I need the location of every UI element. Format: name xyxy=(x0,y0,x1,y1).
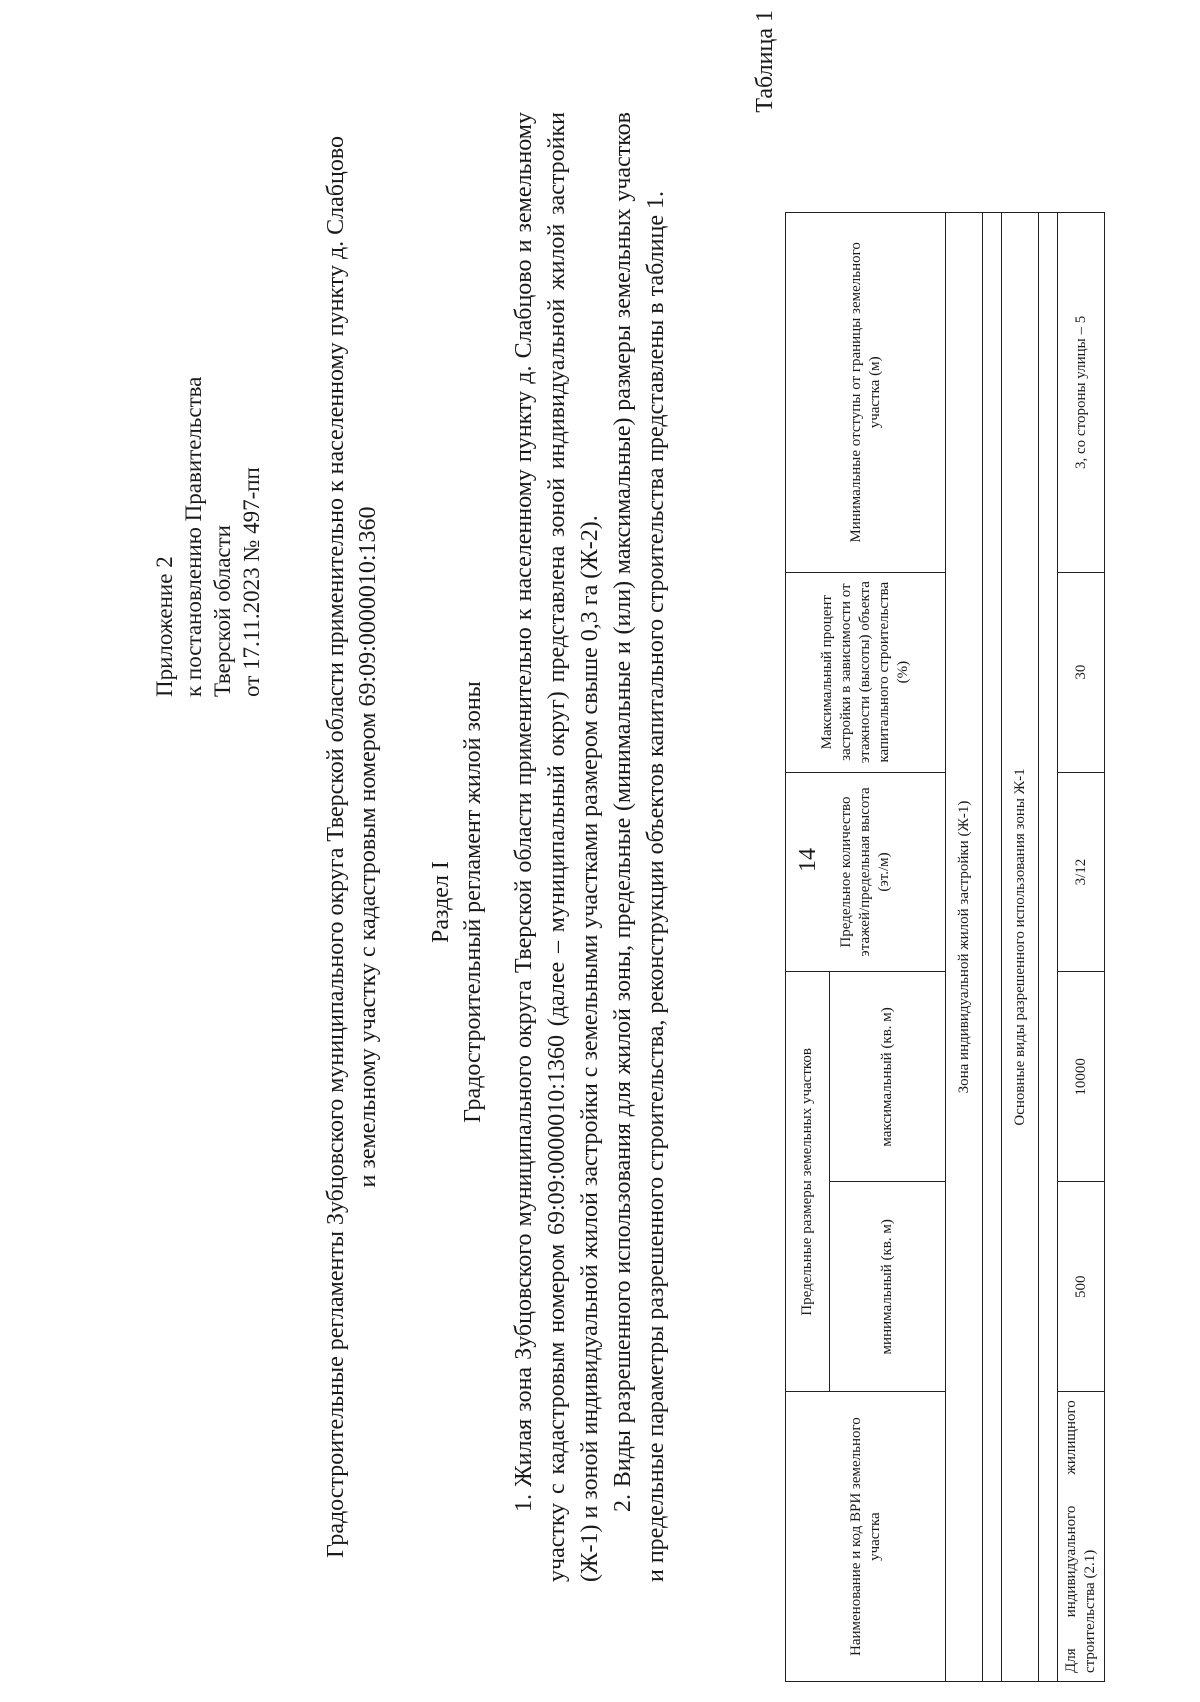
paragraph: 2. Виды разрешенного использования для жилой зоны, предельные (минимальные и (или) максимальные) размеры земельных участков и предельные параметры разрешенного строительства, реконструкции объектов капитального строительства представлены в таблице 1. xyxy=(610,112,669,1582)
appendix-line: Тверской области xyxy=(210,525,235,697)
table-caption: Таблица 1 xyxy=(752,10,778,113)
section-heading xyxy=(425,402,489,1402)
document-title: Градостроительные регламенты Зубцовского муниципального округа Тверской области применительно к населенному пункту д. Слабцово и земельному участку с кадастровым номером 69:09:0000010:1360 xyxy=(323,135,381,1559)
header-name: Наименование и код ВРИ земельного участка xyxy=(786,1392,946,1682)
appendix-line: к постановлению Правительства xyxy=(181,376,206,697)
blank-row-cell xyxy=(983,213,1002,1682)
section-label: Раздел I xyxy=(428,861,454,943)
row-setbacks: 3, со стороны улицы – 5 xyxy=(1058,213,1105,573)
header-max-coverage: Максимальный процент застройки в зависимости от этажности (высоты) объекта капитального строительства (%) xyxy=(786,572,946,772)
blank-row xyxy=(1039,213,1058,1682)
blank-row-cell xyxy=(1039,213,1058,1682)
header-floors: Предельное количество этажей/предельная высота (эт./м) xyxy=(786,772,946,972)
header-min-area: минимальный (кв. м) xyxy=(830,1182,946,1392)
blank-row xyxy=(983,213,1002,1682)
body-text xyxy=(508,112,673,1582)
header-max-area: максимальный (кв. м) xyxy=(830,972,946,1182)
category-row xyxy=(1002,213,1039,1682)
section-title: Градостроительный регламент жилой зоны xyxy=(460,681,486,1123)
category-row-label: Основные виды разрешенного использования зоны Ж-1 xyxy=(1002,213,1039,1682)
row-min-area: 500 xyxy=(1058,1182,1105,1392)
header-setbacks: Минимальные отступы от границы земельного участка (м) xyxy=(786,213,946,573)
page-number: 14 xyxy=(795,848,821,872)
row-name: Для индивидуального жилищного строительства (2.1) xyxy=(1058,1392,1105,1682)
table-row xyxy=(1058,213,1105,1682)
row-max-coverage: 30 xyxy=(1058,572,1105,772)
appendix-block xyxy=(150,377,266,697)
regulations-table xyxy=(785,212,1105,1682)
zone-row xyxy=(946,213,983,1682)
header-plot-sizes: Предельные размеры земельных участков xyxy=(786,972,830,1392)
zone-row-label: Зона индивидуальной жилой застройки (Ж-1) xyxy=(946,213,983,1682)
row-floors: 3/12 xyxy=(1058,772,1105,972)
appendix-line: Приложение 2 xyxy=(152,556,177,697)
row-max-area: 10000 xyxy=(1058,972,1105,1182)
appendix-line: от 17.11.2023 № 497-пп xyxy=(239,467,264,697)
paragraph: 1. Жилая зона Зубцовского муниципального округа Тверской области применительно к населенному пункту д. Слабцово и земельному участку с кадастровым номером 69:09:0000010:1360 (далее – муниципальный округ) представлена зоной индивидуальной жилой застройки (Ж-1) и зоной индивидуальной жилой застройки с земельными участками размером свыше 0,3 га (Ж-2). xyxy=(511,112,603,1582)
